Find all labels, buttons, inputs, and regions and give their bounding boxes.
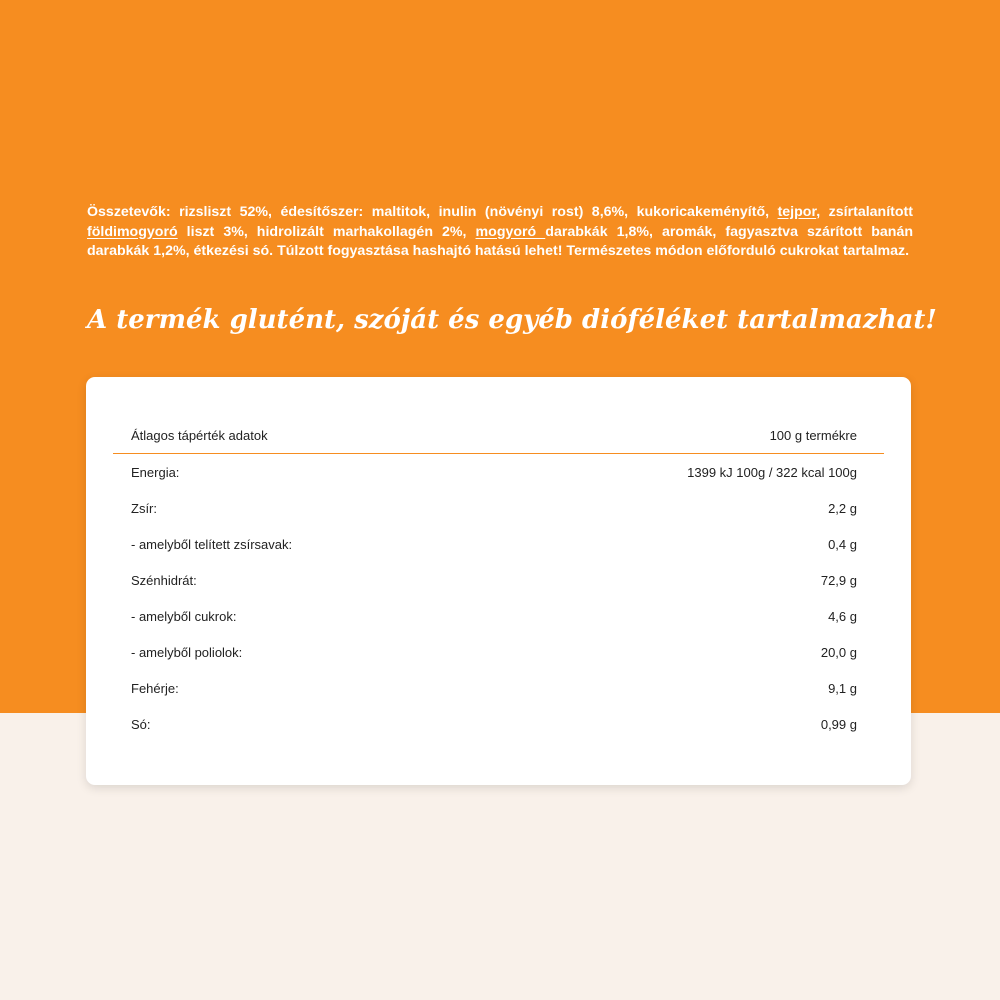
nutrition-row-label: Energia: bbox=[131, 464, 180, 480]
ingredients-text bbox=[87, 203, 913, 262]
nutrition-row-salt bbox=[113, 706, 884, 742]
nutrition-row-energy bbox=[113, 454, 884, 490]
nutrition-table bbox=[113, 417, 884, 742]
nutrition-row-value: 0,4 g bbox=[828, 536, 857, 552]
allergen-warning: A termék glutént, szóját és egyéb dióféléket tartalmazhat! bbox=[87, 305, 937, 335]
nutrition-row-polyols bbox=[113, 634, 884, 670]
nutrition-header-row bbox=[113, 417, 884, 454]
nutrition-row-value: 2,2 g bbox=[828, 500, 857, 516]
nutrition-row-carbohydrate bbox=[113, 562, 884, 598]
allergen-milk-powder: tejpor bbox=[777, 204, 817, 220]
nutrition-row-label: Só: bbox=[131, 716, 151, 732]
nutrition-row-label: - amelyből poliolok: bbox=[131, 644, 243, 660]
nutrition-row-value: 4,6 g bbox=[828, 608, 857, 624]
nutrition-row-value: 20,0 g bbox=[820, 644, 857, 660]
ingredients-text-part: darabkák 1,8%, aromák, fagyasztva szárított banán darabkák 1,2%, étkezési só. Túlzott fogyasztása hashajtó hatású lehet! Természetes módon előforduló cukrokat tartalmaz. bbox=[87, 223, 914, 259]
allergen-peanut: földimogyoró bbox=[87, 223, 178, 240]
nutrition-row-label: - amelyből telített zsírsavak: bbox=[131, 536, 293, 552]
nutrition-row-label: Zsír: bbox=[131, 500, 157, 516]
nutrition-row-value: 1399 kJ 100g / 322 kcal 100g bbox=[687, 464, 857, 480]
nutrition-row-value: 9,1 g bbox=[828, 680, 857, 696]
nutrition-row-saturated-fat bbox=[113, 526, 884, 562]
ingredients-text-part: Összetevők: rizsliszt 52%, édesítőszer: maltitok, inulin (növényi rost) 8,6%, kukoricakeményítő, bbox=[87, 204, 778, 220]
nutrition-row-protein bbox=[113, 670, 884, 706]
nutrition-row-value: 72,9 g bbox=[820, 572, 857, 588]
nutrition-row-label: - amelyből cukrok: bbox=[131, 608, 237, 624]
ingredients-text-part: , zsírtalanított bbox=[816, 204, 913, 220]
ingredients-text-part: liszt 3%, hidrolizált marhakollagén 2%, bbox=[177, 223, 476, 240]
nutrition-row-sugars bbox=[113, 598, 884, 634]
nutrition-header-value: 100 g termékre bbox=[769, 427, 857, 443]
allergen-hazelnut: mogyoró bbox=[475, 223, 546, 240]
nutrition-row-label: Fehérje: bbox=[131, 680, 179, 696]
nutrition-card bbox=[86, 377, 911, 785]
nutrition-row-label: Szénhidrát: bbox=[131, 572, 197, 588]
nutrition-row-value: 0,99 g bbox=[820, 716, 857, 732]
nutrition-header-label: Átlagos tápérték adatok bbox=[131, 427, 268, 443]
nutrition-row-fat bbox=[113, 490, 884, 526]
